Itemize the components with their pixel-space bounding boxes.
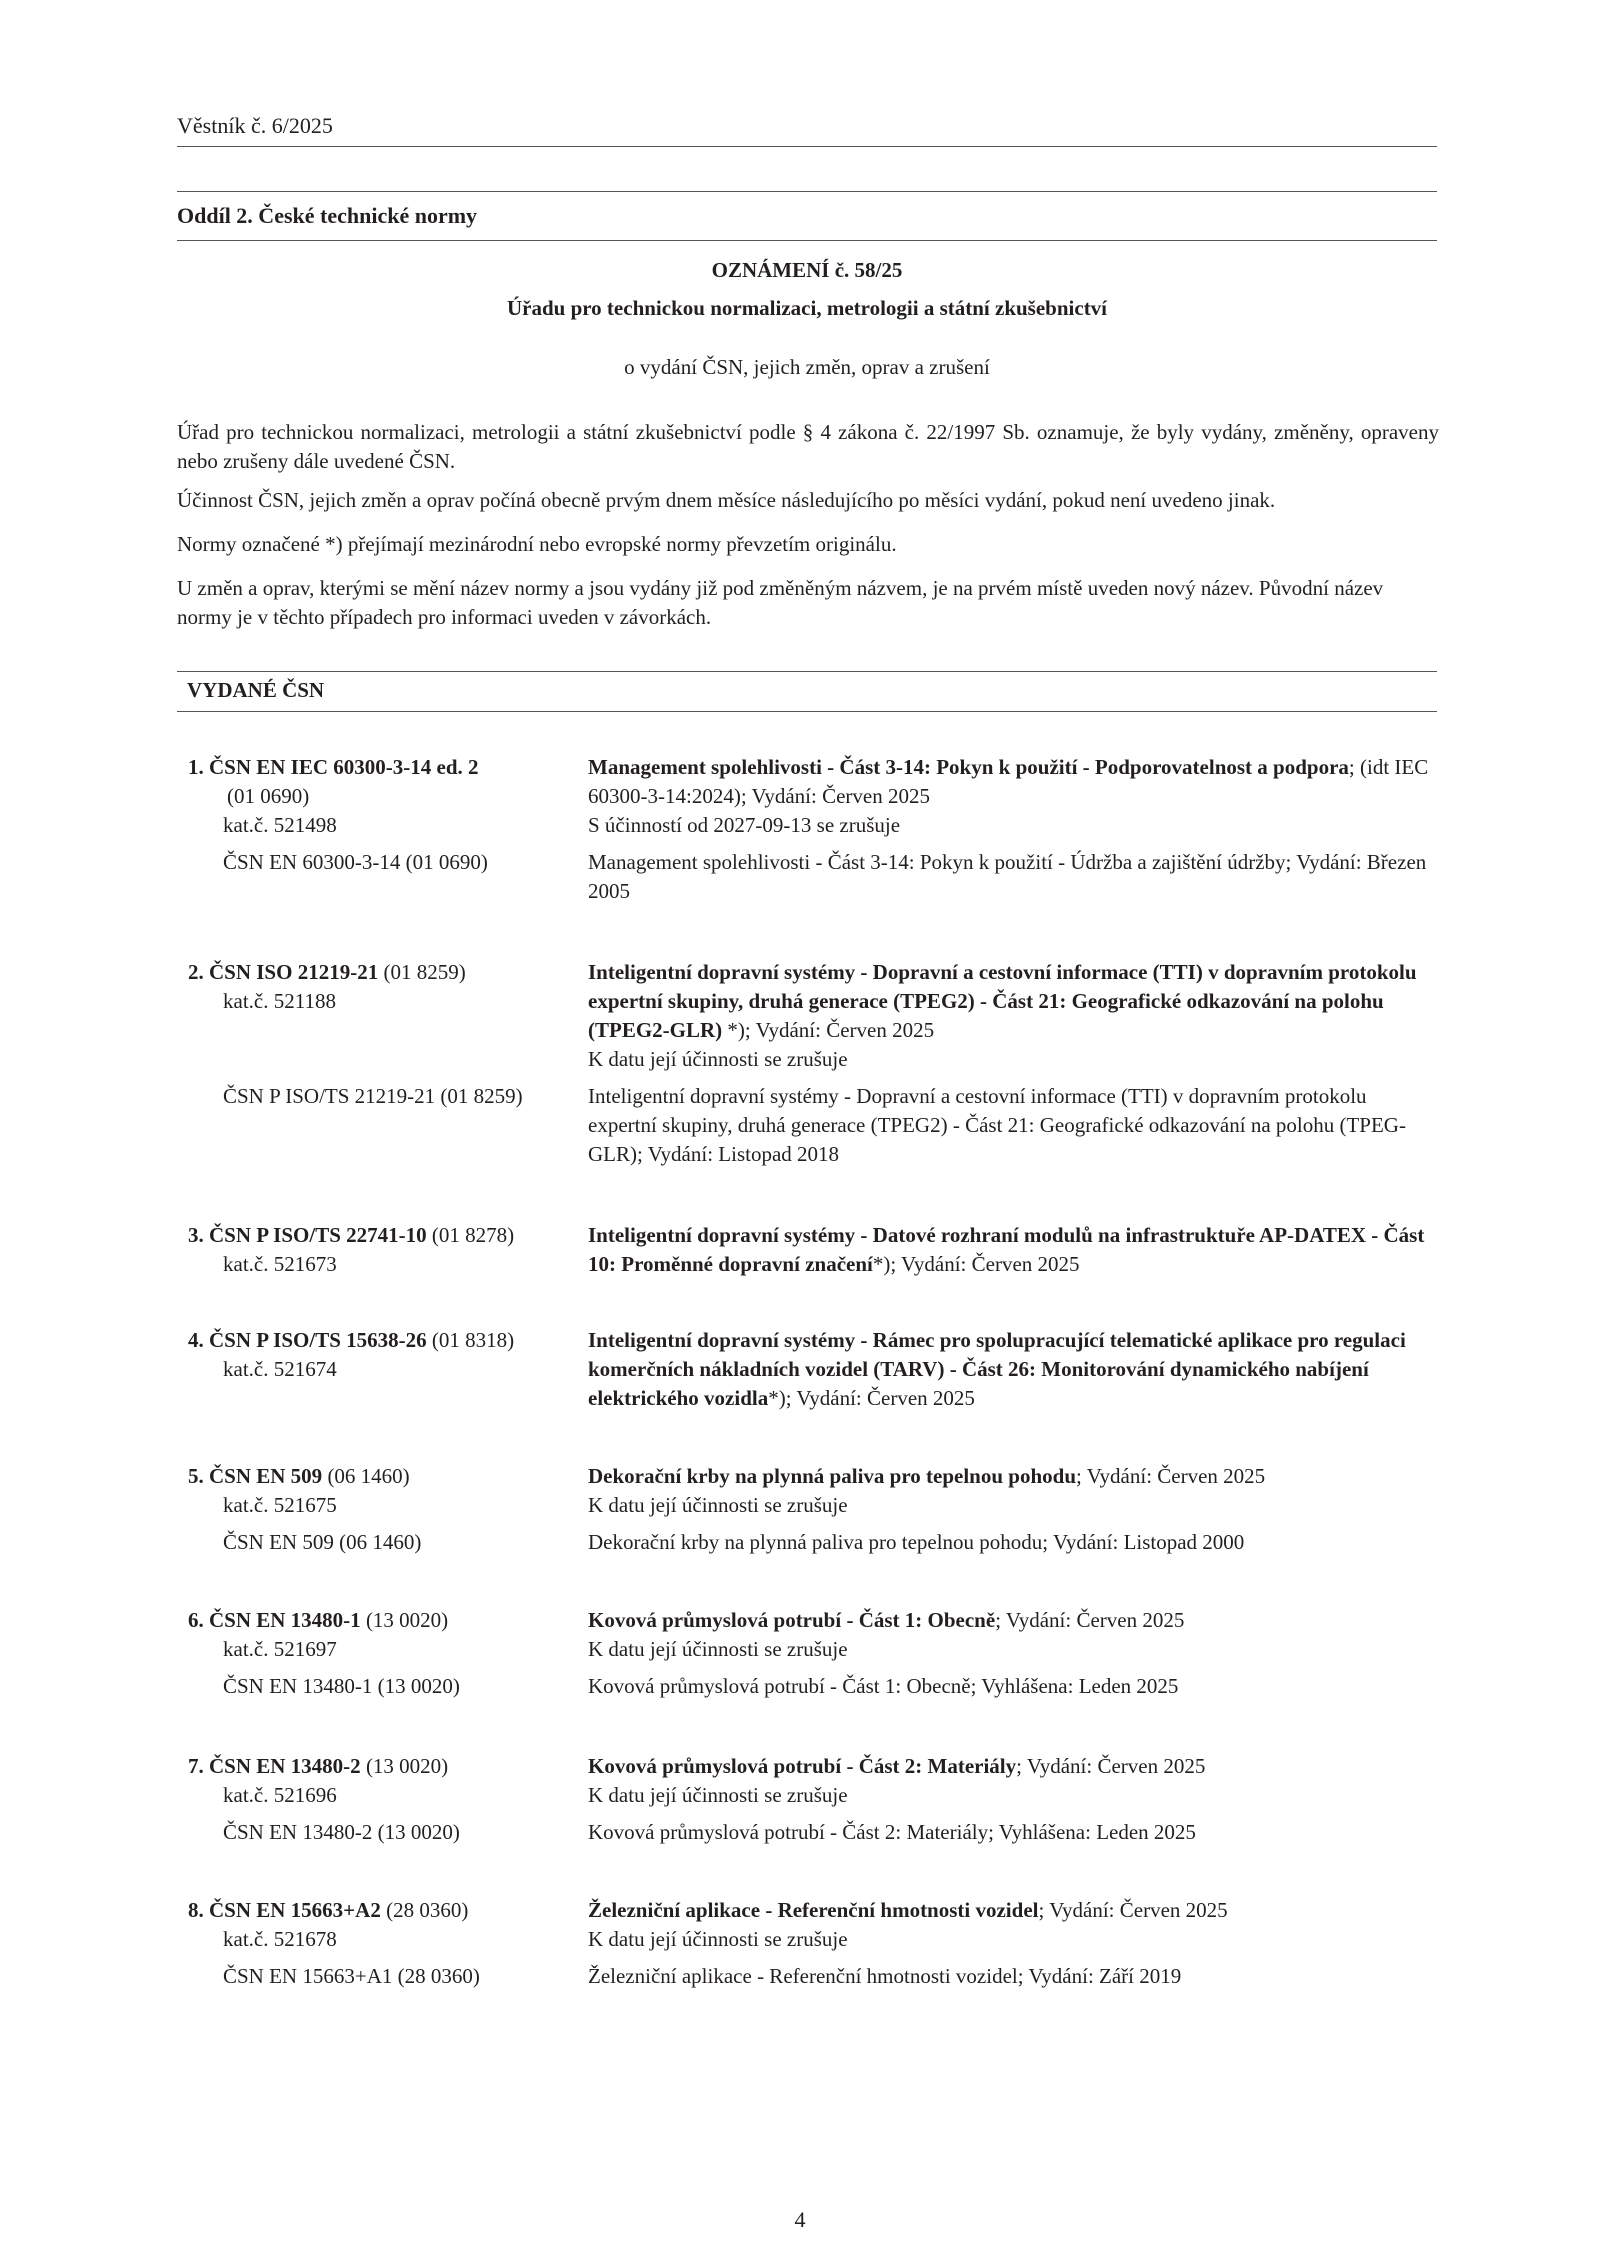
standard-code-bold: 3. ČSN P ISO/TS 22741-10 [188,1223,427,1247]
classification-code: (13 0020) [360,1608,449,1632]
replaced-title: Železniční aplikace - Referenční hmotnosti vozidel; Vydání: Září 2019 [588,1964,1182,1988]
standard-entry [177,958,1439,1169]
standard-title-details: *); Vydání: Červen 2025 [722,1018,935,1042]
catalog-number: kat.č. 521697 [223,1637,337,1661]
classification-code: (01 8278) [426,1223,515,1247]
divider [177,191,1437,192]
journal-header: Věstník č. 6/2025 [177,113,333,138]
replaced-standard [177,1818,1439,1847]
standard-title [588,1221,1438,1279]
standard-title-details: ; (idt IEC 60300-3-14:2024); Vydání: Červen 2025 [588,755,1429,808]
standard-title-bold: Dekorační krby na plynná paliva pro tepelnou pohodu [588,1464,1076,1488]
standard-title [588,958,1438,1045]
divider [177,711,1437,712]
standard-title [588,1606,1438,1635]
standard-entry [177,753,1439,906]
classification-code: (13 0020) [360,1754,449,1778]
replaced-title: Kovová průmyslová potrubí - Část 2: Materiály; Vyhlášena: Leden 2025 [588,1820,1196,1844]
notice-subject: o vydání ČSN, jejich změn, oprav a zrušení [624,355,990,379]
catalog-number: kat.č. 521674 [223,1357,337,1381]
standard-title-details: *); Vydání: Červen 2025 [768,1386,975,1410]
standard-title-details: ; Vydání: Červen 2025 [1038,1898,1228,1922]
standard-code [188,960,466,984]
catalog-number: kat.č. 521188 [223,989,336,1013]
replaced-code: ČSN EN 13480-2 (13 0020) [223,1820,460,1844]
replaced-title: Dekorační krby na plynná paliva pro tepelnou pohodu; Vydání: Listopad 2000 [588,1530,1245,1554]
standard-entry [177,1462,1439,1557]
standard-code-bold: 2. ČSN ISO 21219-21 [188,960,379,984]
standard-code [188,1223,514,1247]
classification-code: (06 1460) [322,1464,410,1488]
intro-paragraph: U změn a oprav, kterými se mění název normy a jsou vydány již pod změněným názvem, je na prvém místě uveden nový název. Původní název normy je v těchto případech pro informaci uveden v závorkách. [177,576,1384,629]
standard-title-bold: Inteligentní dopravní systémy - Datové rozhraní modulů na infrastruktuře AP-DATEX - Část 10: Proměnné dopravní značení [588,1223,1425,1276]
standard-title-details: ; Vydání: Červen 2025 [995,1608,1185,1632]
intro-paragraph: Úřad pro technickou normalizaci, metrologii a státní zkušebnictví podle § 4 zákona č. 22/1997 Sb. oznamuje, že byly vydány, změněny, opraveny nebo zrušeny dále uvedené ČSN. [177,420,1439,473]
catalog-number: kat.č. 521498 [223,813,337,837]
page-number: 4 [794,2207,806,2232]
withdrawal-note: K datu její účinnosti se zrušuje [588,1047,848,1071]
standard-title [588,1326,1438,1413]
standard-code-bold: 8. ČSN EN 15663+A2 [188,1898,381,1922]
catalog-number: kat.č. 521673 [223,1252,337,1276]
divider [177,671,1437,672]
standard-code-bold: 4. ČSN P ISO/TS 15638-26 [188,1328,427,1352]
standard-title-bold: Inteligentní dopravní systémy - Dopravní a cestovní informace (TTI) v dopravním protokolu expertní skupiny, druhá generace (TPEG2) - Část 21: Geografické odkazování na polohu (TPEG2-GLR) [588,960,1417,1042]
divider [177,146,1437,147]
standard-code [188,1898,468,1922]
standard-entry [177,1606,1439,1701]
standard-entry [177,1221,1439,1279]
standard-title-bold: Kovová průmyslová potrubí - Část 1: Obecně [588,1608,996,1632]
standard-code-bold: 5. ČSN EN 509 [188,1464,323,1488]
withdrawal-note: K datu její účinnosti se zrušuje [588,1783,848,1807]
replaced-standard [177,848,1439,906]
divider [177,240,1437,241]
standard-title [588,1752,1438,1781]
standard-entry [177,1752,1439,1847]
catalog-number: kat.č. 521696 [223,1783,337,1807]
replaced-title: Management spolehlivosti - Část 3-14: Pokyn k použití - Údržba a zajištění údržby; Vydání: Březen 2005 [588,850,1427,903]
standard-title-bold: Kovová průmyslová potrubí - Část 2: Materiály [588,1754,1017,1778]
replaced-title: Kovová průmyslová potrubí - Část 1: Obecně; Vyhlášena: Leden 2025 [588,1674,1179,1698]
replaced-code: ČSN EN 15663+A1 (28 0360) [223,1964,480,1988]
replaced-code: ČSN EN 60300-3-14 (01 0690) [223,850,488,874]
replaced-standard [177,1962,1439,1991]
withdrawal-note: K datu její účinnosti se zrušuje [588,1637,848,1661]
standard-title-bold: Management spolehlivosti - Část 3-14: Pokyn k použití - Podporovatelnost a podpora [588,755,1349,779]
standard-title [588,753,1438,811]
section-title: Oddíl 2. České technické normy [177,203,478,228]
intro-paragraph: Normy označené *) přejímají mezinárodní nebo evropské normy převzetím originálu. [177,532,897,556]
standard-title-details: ; Vydání: Červen 2025 [1076,1464,1266,1488]
classification-code: (01 8259) [378,960,466,984]
standard-title-bold: Železniční aplikace - Referenční hmotnosti vozidel [588,1898,1039,1922]
replaced-code: ČSN EN 509 (06 1460) [223,1530,422,1554]
replaced-title: Inteligentní dopravní systémy - Dopravní a cestovní informace (TTI) v dopravním protokolu expertní skupiny, druhá generace (TPEG2) - Část 21: Geografické odkazování na polohu (TPEG-GLR); Vydání: Listopad 2018 [588,1084,1406,1166]
standard-title-details: ; Vydání: Červen 2025 [1016,1754,1206,1778]
standard-code [188,1608,448,1632]
standard-title [588,1462,1438,1491]
standard-entry [177,1896,1439,1991]
replaced-standard [177,1082,1439,1169]
withdrawal-note: S účinností od 2027-09-13 se zrušuje [588,813,901,837]
replaced-standard [177,1528,1439,1557]
standard-code [188,1464,410,1488]
catalog-number: kat.č. 521678 [223,1927,337,1951]
standard-code [188,1328,514,1352]
classification-code: (01 8318) [426,1328,515,1352]
notice-title: OZNÁMENÍ č. 58/25 [711,258,903,282]
standard-title [588,1896,1438,1925]
classification-code: (28 0360) [380,1898,469,1922]
standard-entry [177,1326,1439,1413]
replaced-code: ČSN EN 13480-1 (13 0020) [223,1674,460,1698]
standard-title-details: *); Vydání: Červen 2025 [872,1252,1080,1276]
notice-issuer: Úřadu pro technickou normalizaci, metrologii a státní zkušebnictví [506,296,1108,320]
replaced-code: ČSN P ISO/TS 21219-21 (01 8259) [223,1084,523,1108]
intro-paragraph: Účinnost ČSN, jejich změn a oprav počíná obecně prvým dnem měsíce následujícího po měsíci vydání, pokud není uvedeno jinak. [177,488,1276,512]
classification-code: (01 0690) [227,784,310,808]
withdrawal-note: K datu její účinnosti se zrušuje [588,1927,848,1951]
standard-code [188,755,479,779]
catalog-number: kat.č. 521675 [223,1493,337,1517]
standard-code-bold: 1. ČSN EN IEC 60300-3-14 ed. 2 [188,755,479,779]
withdrawal-note: K datu její účinnosti se zrušuje [588,1493,848,1517]
standard-code-bold: 7. ČSN EN 13480-2 [188,1754,361,1778]
standard-code-bold: 6. ČSN EN 13480-1 [188,1608,361,1632]
standard-title-bold: Inteligentní dopravní systémy - Rámec pro spolupracující telematické aplikace pro regulaci komerčních nákladních vozidel (TARV) - Část 26: Monitorování dynamického nabíjení elektrického vozidla [588,1328,1406,1410]
standard-code [188,1754,448,1778]
replaced-standard [177,1672,1439,1701]
list-heading: VYDANÉ ČSN [187,678,325,702]
